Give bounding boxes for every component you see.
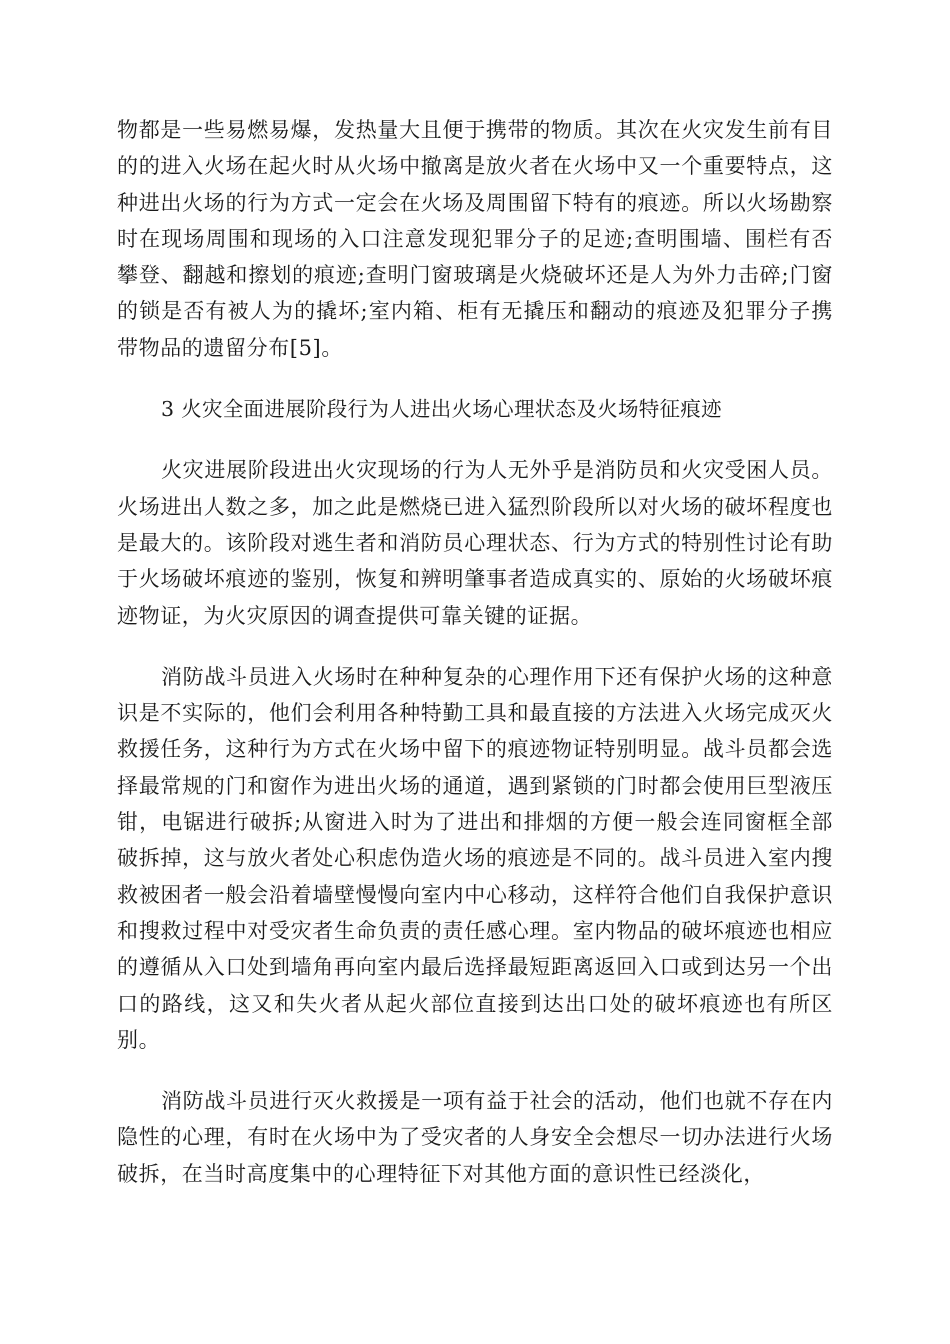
paragraph-firefighter-rescue: 消防战斗员进行灭火救援是一项有益于社会的活动，他们也就不存在内隐性的心理，有时在火场中为了受灾者的人身安全会想尽一切办法进行火场破拆，在当时高度集中的心理特征下对其他方面的意识性已经淡化，: [117, 1089, 833, 1186]
paragraph-gap: [117, 366, 833, 391]
document-body: [117, 112, 833, 1192]
paragraph-continued: 物都是一些易燃易爆，发热量大且便于携带的物质。其次在火灾发生前有目的的进入火场在起火时从火场中撤离是放火者在火场中又一个重要特点，这种进出火场的行为方式一定会在火场及周围留下特有的痕迹。所以火场勘察时在现场周围和现场的入口注意发现犯罪分子的足迹;查明围墙、围栏有否攀登、翻越和擦划的痕迹;查明门窗玻璃是火烧破坏还是人为外力击碎;门窗的锁是否有被人为的撬坏;室内箱、柜有无撬压和翻动的痕迹及犯罪分子携带物品的遗留分布[5]。: [117, 118, 833, 360]
paragraph-gap: [117, 634, 833, 659]
paragraph-gap: [117, 1058, 833, 1083]
paragraph-gap: [117, 427, 833, 452]
section-heading: 3 火灾全面进展阶段行为人进出火场心理状态及火场特征痕迹: [161, 397, 722, 422]
paragraph-firefighter-entry: 消防战斗员进入火场时在种种复杂的心理作用下还有保护火场的这种意识是不实际的，他们会利用各种特勤工具和最直接的方法进入火场完成灭火救援任务，这种行为方式在火场中留下的痕迹物证特别明显。战斗员都会选择最常规的门和窗作为进出火场的通道，遇到紧锁的门时都会使用巨型液压钳，电锯进行破拆;从窗进入时为了进出和排烟的方便一般会连同窗框全部破拆掉，这与放火者处心积虑伪造火场的痕迹是不同的。战斗员进入室内搜救被困者一般会沿着墙壁慢慢向室内中心移动，这样符合他们自我保护意识和搜救过程中对受灾者生命负责的责任感心理。室内物品的破坏痕迹也相应的遵循从入口处到墙角再向室内最后选择最短距离返回入口或到达另一个出口的路线，这又和失火者从起火部位直接到达出口处的破坏痕迹也有所区别。: [117, 664, 833, 1052]
paragraph-fire-stage: 火灾进展阶段进出火灾现场的行为人无外乎是消防员和火灾受困人员。火场进出人数之多，加之此是燃烧已进入猛烈阶段所以对火场的破坏程度也是最大的。该阶段对逃生者和消防员心理状态、行为方式的特别性讨论有助于火场破坏痕迹的鉴别，恢复和辨明肇事者造成真实的、原始的火场破坏痕迹物证，为火灾原因的调查提供可靠关键的证据。: [117, 458, 833, 628]
